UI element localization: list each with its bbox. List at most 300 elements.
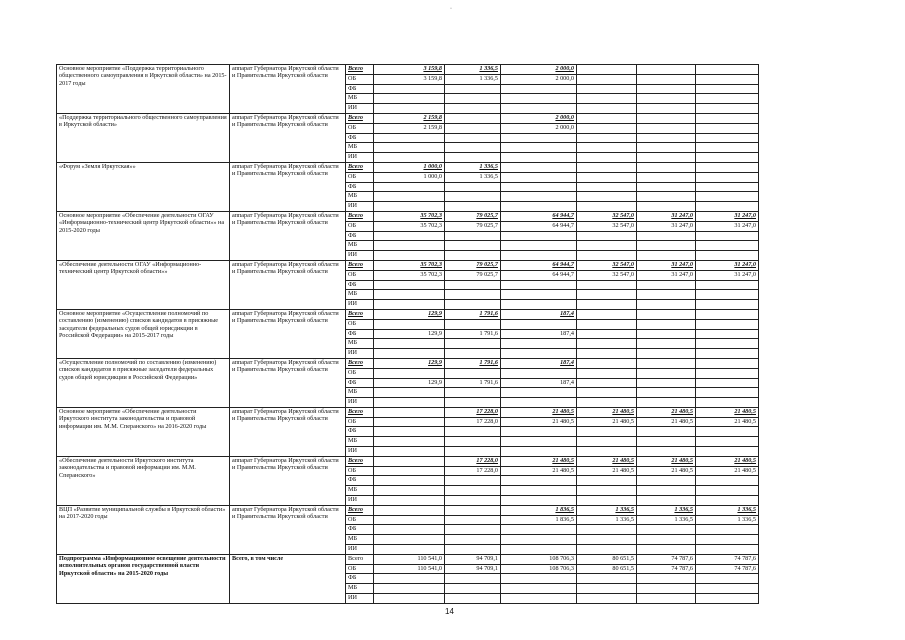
amount-cell — [637, 535, 696, 545]
amount-cell — [637, 192, 696, 202]
amount-cell — [445, 241, 501, 251]
amount-cell: 129,9 — [374, 358, 445, 368]
amount-cell — [637, 427, 696, 437]
amount-cell — [577, 368, 637, 378]
amount-cell — [374, 153, 445, 163]
amount-cell — [577, 319, 637, 329]
amount-cell — [374, 388, 445, 398]
amount-cell — [445, 584, 501, 594]
measure-executor: Всего, в том числе — [230, 554, 346, 603]
amount-cell — [445, 251, 501, 261]
amount-cell — [577, 437, 637, 447]
amount-cell — [637, 113, 696, 123]
measure-executor: аппарат Губернатора Иркутской области и Правительства Иркутской области — [230, 407, 346, 456]
amount-cell — [374, 368, 445, 378]
funding-source: ФБ — [346, 378, 374, 388]
amount-cell: 35 702,3 — [374, 221, 445, 231]
amount-cell: 21 480,5 — [696, 407, 759, 417]
amount-cell — [696, 123, 759, 133]
amount-cell — [501, 368, 577, 378]
amount-cell: 1 791,6 — [445, 378, 501, 388]
amount-cell — [501, 84, 577, 94]
amount-cell — [577, 280, 637, 290]
amount-cell — [445, 594, 501, 604]
amount-cell — [501, 192, 577, 202]
amount-cell — [501, 545, 577, 555]
funding-source: ФБ — [346, 133, 374, 143]
amount-cell — [501, 476, 577, 486]
grand-total-row — [57, 554, 759, 564]
amount-cell — [577, 172, 637, 182]
funding-source: Всего — [346, 162, 374, 172]
amount-cell — [577, 84, 637, 94]
amount-cell: 31 247,0 — [637, 260, 696, 270]
amount-cell — [637, 398, 696, 408]
amount-cell — [374, 417, 445, 427]
amount-cell — [696, 94, 759, 104]
amount-cell — [374, 594, 445, 604]
amount-cell — [696, 133, 759, 143]
amount-cell — [501, 94, 577, 104]
amount-cell — [501, 300, 577, 310]
amount-cell: 31 247,0 — [696, 211, 759, 221]
table-row — [57, 309, 759, 319]
amount-cell — [577, 251, 637, 261]
funding-source: Всего — [346, 309, 374, 319]
amount-cell — [577, 447, 637, 457]
funding-source: МБ — [346, 241, 374, 251]
amount-cell — [577, 574, 637, 584]
amount-cell — [445, 104, 501, 114]
amount-cell — [374, 241, 445, 251]
table-row — [57, 407, 759, 417]
amount-cell — [501, 182, 577, 192]
amount-cell: 21 480,5 — [637, 466, 696, 476]
amount-cell — [445, 388, 501, 398]
amount-cell: 3 159,8 — [374, 74, 445, 84]
amount-cell — [637, 104, 696, 114]
amount-cell — [696, 525, 759, 535]
amount-cell — [637, 65, 696, 75]
funding-source: ОБ — [346, 368, 374, 378]
amount-cell: 21 480,5 — [637, 407, 696, 417]
amount-cell: 1 791,6 — [445, 358, 501, 368]
amount-cell — [696, 182, 759, 192]
funding-source: ОБ — [346, 172, 374, 182]
table-row — [57, 65, 759, 75]
amount-cell: 74 787,6 — [696, 554, 759, 564]
amount-cell — [577, 143, 637, 153]
amount-cell — [501, 388, 577, 398]
amount-cell — [501, 172, 577, 182]
amount-cell — [577, 594, 637, 604]
funding-source: ФБ — [346, 476, 374, 486]
amount-cell: 74 787,6 — [637, 554, 696, 564]
amount-cell — [637, 182, 696, 192]
amount-cell — [501, 231, 577, 241]
funding-source: ФБ — [346, 427, 374, 437]
funding-source: ОБ — [346, 466, 374, 476]
funding-source: ОБ — [346, 123, 374, 133]
amount-cell — [696, 447, 759, 457]
amount-cell: 187,4 — [501, 309, 577, 319]
amount-cell: 35 702,3 — [374, 270, 445, 280]
amount-cell: 21 480,5 — [637, 417, 696, 427]
funding-source: ИИ — [346, 398, 374, 408]
amount-cell — [577, 241, 637, 251]
amount-cell — [445, 231, 501, 241]
amount-cell — [637, 584, 696, 594]
table-row — [57, 211, 759, 221]
amount-cell — [637, 594, 696, 604]
amount-cell — [445, 123, 501, 133]
amount-cell — [577, 388, 637, 398]
funding-source: ИИ — [346, 153, 374, 163]
amount-cell — [696, 153, 759, 163]
amount-cell — [577, 525, 637, 535]
amount-cell — [501, 496, 577, 506]
amount-cell — [637, 162, 696, 172]
funding-source: ОБ — [346, 270, 374, 280]
amount-cell: 2 000,0 — [501, 123, 577, 133]
amount-cell: 2 159,8 — [374, 123, 445, 133]
funding-source: ОБ — [346, 515, 374, 525]
amount-cell: 21 480,5 — [501, 407, 577, 417]
budget-table — [56, 64, 759, 604]
measure-name: «Поддержка территориального общественного самоуправления в Иркутской области» — [57, 113, 230, 162]
amount-cell: 108 706,3 — [501, 564, 577, 574]
table-row — [57, 162, 759, 172]
amount-cell — [501, 153, 577, 163]
amount-cell: 79 025,7 — [445, 211, 501, 221]
amount-cell — [374, 398, 445, 408]
amount-cell: 1 000,0 — [374, 162, 445, 172]
amount-cell — [637, 202, 696, 212]
amount-cell — [374, 584, 445, 594]
amount-cell: 64 944,7 — [501, 270, 577, 280]
amount-cell: 21 480,5 — [501, 417, 577, 427]
amount-cell — [696, 339, 759, 349]
amount-cell — [501, 427, 577, 437]
page-number: 14 — [445, 607, 454, 616]
amount-cell — [374, 427, 445, 437]
amount-cell — [637, 300, 696, 310]
measure-executor: аппарат Губернатора Иркутской области и Правительства Иркутской области — [230, 456, 346, 505]
measure-executor: аппарат Губернатора Иркутской области и Правительства Иркутской области — [230, 65, 346, 114]
amount-cell — [501, 535, 577, 545]
top-mark: · — [450, 6, 452, 12]
amount-cell: 1 336,5 — [577, 515, 637, 525]
amount-cell — [374, 496, 445, 506]
amount-cell — [374, 84, 445, 94]
amount-cell: 21 480,5 — [696, 466, 759, 476]
amount-cell: 31 247,0 — [637, 270, 696, 280]
amount-cell — [445, 545, 501, 555]
amount-cell — [501, 202, 577, 212]
amount-cell — [577, 476, 637, 486]
funding-source: ИИ — [346, 349, 374, 359]
amount-cell — [637, 476, 696, 486]
amount-cell — [577, 162, 637, 172]
amount-cell — [577, 545, 637, 555]
funding-source: ОБ — [346, 221, 374, 231]
amount-cell: 17 228,0 — [445, 456, 501, 466]
funding-source: Всего — [346, 260, 374, 270]
amount-cell — [637, 241, 696, 251]
amount-cell — [696, 290, 759, 300]
funding-source: Всего — [346, 554, 374, 564]
measure-name: «Осуществление полномочий по составлению (изменению) списков кандидатов в присяжные заседатели федеральных судов общей юрисдикции в Российской Федерации» — [57, 358, 230, 407]
amount-cell: 21 480,5 — [501, 456, 577, 466]
funding-source: ОБ — [346, 319, 374, 329]
funding-source: ИИ — [346, 300, 374, 310]
amount-cell — [445, 476, 501, 486]
amount-cell: 110 541,0 — [374, 554, 445, 564]
measure-executor: аппарат Губернатора Иркутской области и Правительства Иркутской области — [230, 211, 346, 260]
funding-source: МБ — [346, 388, 374, 398]
funding-source: ИИ — [346, 202, 374, 212]
amount-cell: 110 541,0 — [374, 564, 445, 574]
amount-cell — [637, 251, 696, 261]
amount-cell — [501, 251, 577, 261]
amount-cell — [696, 349, 759, 359]
amount-cell — [696, 358, 759, 368]
amount-cell: 187,4 — [501, 329, 577, 339]
amount-cell — [501, 143, 577, 153]
amount-cell — [445, 574, 501, 584]
amount-cell — [577, 329, 637, 339]
amount-cell — [696, 535, 759, 545]
amount-cell — [374, 407, 445, 417]
measure-executor: аппарат Губернатора Иркутской области и Правительства Иркутской области — [230, 113, 346, 162]
amount-cell — [501, 594, 577, 604]
amount-cell — [445, 515, 501, 525]
amount-cell — [637, 368, 696, 378]
amount-cell: 17 228,0 — [445, 407, 501, 417]
amount-cell: 64 944,7 — [501, 211, 577, 221]
amount-cell — [577, 496, 637, 506]
funding-source: ИИ — [346, 447, 374, 457]
amount-cell — [577, 113, 637, 123]
amount-cell — [374, 133, 445, 143]
amount-cell — [696, 476, 759, 486]
amount-cell: 1 336,5 — [445, 65, 501, 75]
funding-source: ОБ — [346, 417, 374, 427]
amount-cell: 80 651,5 — [577, 554, 637, 564]
amount-cell — [374, 535, 445, 545]
amount-cell — [374, 486, 445, 496]
amount-cell — [577, 153, 637, 163]
amount-cell — [445, 290, 501, 300]
amount-cell: 1 336,5 — [696, 505, 759, 515]
amount-cell — [696, 162, 759, 172]
amount-cell — [501, 437, 577, 447]
amount-cell: 21 480,5 — [577, 407, 637, 417]
amount-cell: 31 247,0 — [696, 270, 759, 280]
amount-cell — [445, 300, 501, 310]
amount-cell: 1 836,5 — [501, 505, 577, 515]
amount-cell — [637, 153, 696, 163]
amount-cell — [696, 574, 759, 584]
amount-cell — [696, 584, 759, 594]
amount-cell: 129,9 — [374, 329, 445, 339]
amount-cell: 79 025,7 — [445, 221, 501, 231]
funding-source: ИИ — [346, 104, 374, 114]
amount-cell: 21 480,5 — [637, 456, 696, 466]
amount-cell — [445, 94, 501, 104]
funding-source: ИИ — [346, 594, 374, 604]
funding-source: МБ — [346, 437, 374, 447]
amount-cell: 21 480,5 — [501, 466, 577, 476]
amount-cell — [577, 192, 637, 202]
amount-cell — [374, 182, 445, 192]
amount-cell — [637, 496, 696, 506]
amount-cell — [374, 251, 445, 261]
amount-cell: 21 480,5 — [577, 417, 637, 427]
amount-cell: 17 228,0 — [445, 417, 501, 427]
amount-cell: 1 336,5 — [696, 515, 759, 525]
amount-cell — [374, 545, 445, 555]
funding-source: ОБ — [346, 74, 374, 84]
amount-cell — [445, 133, 501, 143]
amount-cell — [577, 427, 637, 437]
amount-cell — [445, 398, 501, 408]
funding-source: Всего — [346, 113, 374, 123]
amount-cell — [637, 339, 696, 349]
amount-cell: 1 791,6 — [445, 309, 501, 319]
amount-cell — [501, 525, 577, 535]
amount-cell: 129,9 — [374, 378, 445, 388]
amount-cell — [374, 437, 445, 447]
funding-source: МБ — [346, 584, 374, 594]
amount-cell: 64 944,7 — [501, 260, 577, 270]
amount-cell — [637, 349, 696, 359]
amount-cell — [637, 172, 696, 182]
amount-cell: 129,9 — [374, 309, 445, 319]
amount-cell — [501, 574, 577, 584]
amount-cell: 187,4 — [501, 378, 577, 388]
amount-cell: 1 000,0 — [374, 172, 445, 182]
amount-cell — [696, 309, 759, 319]
amount-cell — [501, 584, 577, 594]
funding-source: ИИ — [346, 545, 374, 555]
funding-source: МБ — [346, 94, 374, 104]
amount-cell — [501, 280, 577, 290]
amount-cell: 1 836,5 — [501, 515, 577, 525]
funding-source: ФБ — [346, 231, 374, 241]
table-row — [57, 358, 759, 368]
amount-cell: 32 547,0 — [577, 260, 637, 270]
measure-name: Основное мероприятие «Поддержка территориального общественного самоуправления в Иркутской области» на 2015-2017 годы — [57, 65, 230, 114]
amount-cell — [374, 280, 445, 290]
funding-source: ОБ — [346, 564, 374, 574]
amount-cell — [577, 339, 637, 349]
amount-cell — [577, 349, 637, 359]
table-row — [57, 113, 759, 123]
amount-cell — [696, 300, 759, 310]
amount-cell: 21 480,5 — [577, 466, 637, 476]
amount-cell — [696, 398, 759, 408]
amount-cell — [374, 476, 445, 486]
amount-cell — [445, 437, 501, 447]
amount-cell — [445, 319, 501, 329]
amount-cell — [577, 231, 637, 241]
amount-cell — [374, 300, 445, 310]
amount-cell — [501, 319, 577, 329]
amount-cell — [696, 231, 759, 241]
amount-cell — [445, 192, 501, 202]
amount-cell — [696, 545, 759, 555]
amount-cell — [577, 290, 637, 300]
amount-cell — [637, 94, 696, 104]
amount-cell — [501, 290, 577, 300]
funding-source: Всего — [346, 407, 374, 417]
amount-cell — [696, 319, 759, 329]
amount-cell — [696, 113, 759, 123]
measure-name: Подпрограмма «Информационное освещение деятельности исполнительных органов государственной власти Иркутской области» на 2015-2020 годы — [57, 554, 230, 603]
amount-cell — [445, 525, 501, 535]
amount-cell — [445, 427, 501, 437]
amount-cell: 21 480,5 — [696, 456, 759, 466]
amount-cell: 31 247,0 — [696, 221, 759, 231]
funding-source: МБ — [346, 486, 374, 496]
amount-cell: 74 787,6 — [637, 564, 696, 574]
amount-cell: 3 159,8 — [374, 65, 445, 75]
amount-cell — [696, 378, 759, 388]
amount-cell — [637, 309, 696, 319]
funding-source: МБ — [346, 290, 374, 300]
amount-cell — [445, 182, 501, 192]
amount-cell: 2 000,0 — [501, 113, 577, 123]
table-row — [57, 260, 759, 270]
funding-source: ФБ — [346, 84, 374, 94]
measure-name: «Форум «Земля Иркутская»» — [57, 162, 230, 211]
amount-cell — [637, 123, 696, 133]
amount-cell — [577, 486, 637, 496]
amount-cell — [374, 202, 445, 212]
amount-cell — [696, 143, 759, 153]
amount-cell: 1 336,5 — [445, 74, 501, 84]
amount-cell — [577, 309, 637, 319]
amount-cell — [445, 496, 501, 506]
amount-cell — [501, 447, 577, 457]
amount-cell — [696, 104, 759, 114]
amount-cell: 17 228,0 — [445, 466, 501, 476]
amount-cell: 1 791,6 — [445, 329, 501, 339]
amount-cell — [577, 74, 637, 84]
measure-executor: аппарат Губернатора Иркутской области и Правительства Иркутской области — [230, 162, 346, 211]
amount-cell — [577, 378, 637, 388]
funding-source: Всего — [346, 456, 374, 466]
amount-cell — [637, 231, 696, 241]
amount-cell: 79 025,7 — [445, 260, 501, 270]
amount-cell — [374, 525, 445, 535]
amount-cell: 31 247,0 — [637, 211, 696, 221]
funding-source: Всего — [346, 65, 374, 75]
funding-source: ИИ — [346, 496, 374, 506]
amount-cell — [374, 456, 445, 466]
amount-cell — [445, 202, 501, 212]
measure-name: Основное мероприятие «Обеспечение деятельности ОГАУ «Информационно-технический центр Иркутской области»» на 2015-2020 годы — [57, 211, 230, 260]
amount-cell: 64 944,7 — [501, 221, 577, 231]
amount-cell — [445, 339, 501, 349]
amount-cell — [501, 349, 577, 359]
amount-cell — [696, 486, 759, 496]
funding-source: Всего — [346, 505, 374, 515]
amount-cell — [696, 329, 759, 339]
amount-cell — [696, 368, 759, 378]
amount-cell — [696, 280, 759, 290]
